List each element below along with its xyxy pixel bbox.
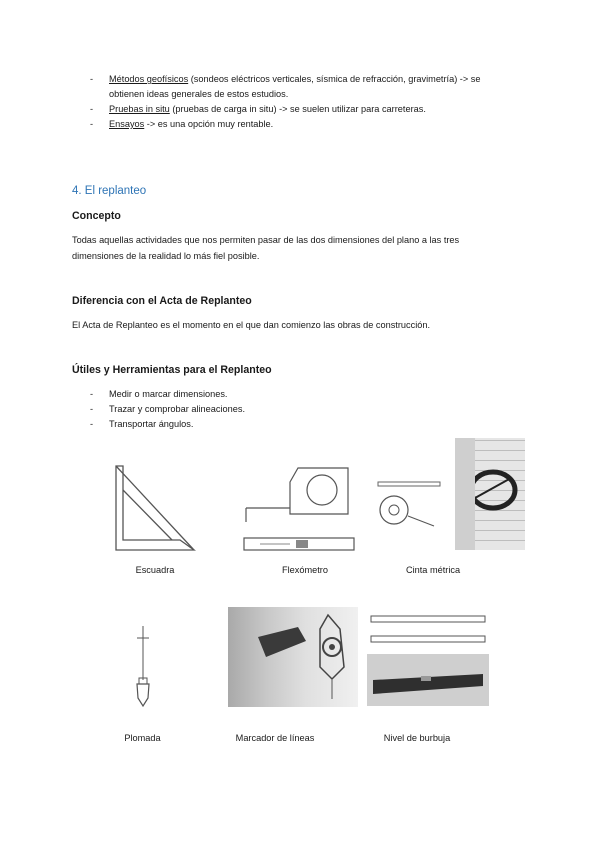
nivel-burbuja-caption: Nivel de burbuja xyxy=(383,733,451,743)
list-dash: - xyxy=(90,404,94,414)
list-term: Pruebas in situ xyxy=(109,104,170,114)
concepto-line: dimensiones de la realidad lo más fiel posible. xyxy=(72,251,260,261)
cinta-metrica-photo xyxy=(455,438,525,550)
flexometro-image xyxy=(240,462,360,557)
list-item xyxy=(90,417,245,432)
list-text-continued: obtienen ideas generales de estos estudios. xyxy=(109,89,289,99)
concepto-paragraph xyxy=(72,232,532,264)
list-item xyxy=(90,117,481,132)
list-item xyxy=(90,102,481,117)
escuadra-image xyxy=(110,462,200,557)
concepto-heading: Concepto xyxy=(72,210,121,222)
marcador-lineas-photo xyxy=(228,607,358,707)
section-title: 4. El replanteo xyxy=(72,185,147,197)
escuadra-caption: Escuadra xyxy=(135,565,175,575)
list-item xyxy=(90,387,245,402)
list-text: (pruebas de carga in situ) -> se suelen utilizar para carreteras. xyxy=(169,104,426,114)
plomada-image xyxy=(128,622,158,712)
list-item xyxy=(90,402,245,417)
cinta-metrica-caption: Cinta métrica xyxy=(405,565,461,575)
geotechnical-methods-list xyxy=(90,72,481,132)
utiles-heading: Útiles y Herramientas para el Replanteo xyxy=(72,364,272,376)
list-dash: - xyxy=(90,104,94,114)
plomada-caption: Plomada xyxy=(124,733,161,743)
list-dash: - xyxy=(90,74,94,84)
concepto-line: Todas aquellas actividades que nos permiten pasar de las dos dimensiones del plano a las tres xyxy=(72,235,460,245)
list-term: Métodos geofísicos xyxy=(109,74,189,84)
list-text: Trazar y comprobar alineaciones. xyxy=(109,404,245,414)
list-dash: - xyxy=(90,119,94,129)
diferencia-heading: Diferencia con el Acta de Replanteo xyxy=(72,295,252,307)
list-term: Ensayos xyxy=(109,119,145,129)
list-text: Medir o marcar dimensiones. xyxy=(109,389,228,399)
nivel-burbuja-image xyxy=(367,610,489,706)
list-text: Transportar ángulos. xyxy=(109,419,194,429)
list-dash: - xyxy=(90,389,94,399)
list-item xyxy=(90,72,481,102)
list-text: -> es una opción muy rentable. xyxy=(144,119,274,129)
flexometro-caption: Flexómetro xyxy=(282,565,328,575)
utiles-list xyxy=(90,387,245,432)
marcador-lineas-caption: Marcador de líneas xyxy=(235,733,315,743)
list-dash: - xyxy=(90,419,94,429)
diferencia-paragraph: El Acta de Replanteo es el momento en el que dan comienzo las obras de construcción. xyxy=(72,320,431,330)
list-text: (sondeos eléctricos verticales, sísmica de refracción, gravimetría) -> se xyxy=(188,74,481,84)
cinta-metrica-small-image xyxy=(374,476,444,536)
